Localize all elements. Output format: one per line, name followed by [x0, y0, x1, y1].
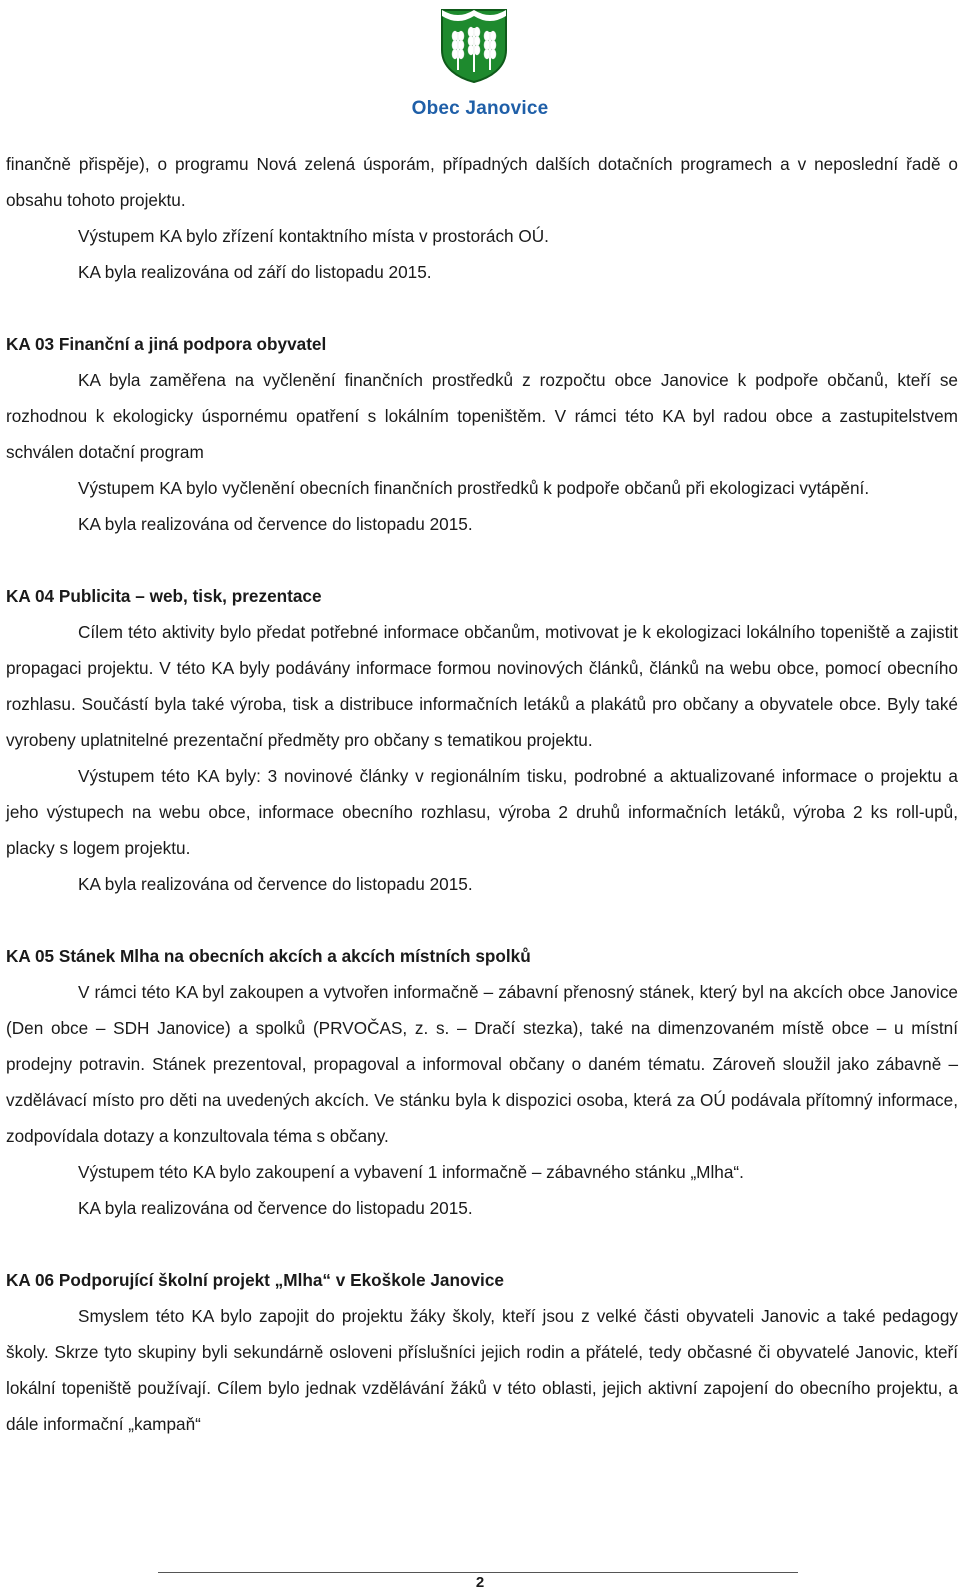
section-paragraph: Výstupem KA bylo vyčlenění obecních finančních prostředků k podpoře občanů při ekologizaci vytápění.	[78, 478, 870, 498]
intro-output-paragraph: Výstupem KA bylo zřízení kontaktního místa v prostorách OÚ.	[78, 226, 549, 246]
intro-paragraph-continuation: finančně přispěje), o programu Nová zelená úsporám, případných dalších dotačních programech a v neposlední řadě o obsahu tohoto projektu.	[6, 154, 958, 210]
section-heading: KA 06 Podporující školní projekt „Mlha“ v Ekoškole Janovice	[6, 1270, 504, 1290]
section-paragraph: Výstupem této KA byly: 3 novinové články v regionálním tisku, podrobné a aktualizované informace o projektu a jeho výstupech na webu obce, informace obecního rozhlasu, výroba 2 druhů informačních letáků, výroba 2 ks roll-upů, placky s logem projektu.	[6, 766, 958, 858]
page-header	[0, 0, 960, 130]
section-paragraph: Výstupem této KA bylo zakoupení a vybavení 1 informačně – zábavného stánku „Mlha“.	[78, 1162, 744, 1182]
footer-divider	[158, 1572, 798, 1573]
section-ka03	[6, 326, 958, 542]
section-paragraph: KA byla realizována od července do listopadu 2015.	[78, 514, 473, 534]
section-heading: KA 04 Publicita – web, tisk, prezentace	[6, 586, 322, 606]
organization-name: Obec Janovice	[411, 98, 549, 119]
section-paragraph: KA byla realizována od července do listopadu 2015.	[78, 874, 473, 894]
document-body	[6, 146, 958, 1442]
intro-period-paragraph: KA byla realizována od září do listopadu 2015.	[78, 262, 432, 282]
section-paragraph: Smyslem této KA bylo zapojit do projektu žáky školy, kteří jsou z velké části obyvateli Janovic a také pedagogy školy. Skrze tyto skupiny byli sekundárně osloveni příslušníci jejich rodin a přátelé, tedy občasné či obyvatelé Janovic, kteří lokální topeniště používají. Cílem bylo jednak vzdělávání žáků v této oblasti, jejich aktivní zapojení do obecního projektu, a dále informační „kampaň“	[6, 1306, 958, 1434]
section-paragraph: V rámci této KA byl zakoupen a vytvořen informačně – zábavní přenosný stánek, který byl na akcích obce Janovice (Den obce – SDH Janovice) a spolků (PRVOČAS, z. s. – Dračí stezka), také na dimenzovaném místě obce – u místní prodejny potravin. Stánek prezentoval, propagoval a informoval občany o daném tématu. Zároveň sloužil jako zábavně – vzdělávací místo pro děti na uvedených akcích. Ve stánku byla k dispozici osoba, která za OÚ podávala přítomný informace, zodpovídala dotazy a konzultovala téma s občany.	[6, 982, 958, 1146]
section-paragraph: Cílem této aktivity bylo předat potřebné informace občanům, motivovat je k ekologizaci lokálního topeniště a zajistit propagaci projektu. V této KA byly podávány informace formou novinových článků, článků na webu obce, pomocí obecního rozhlasu. Součástí byla také výroba, tisk a distribuce informačních letáků a plakátů pro občany a obyvatele obce. Byly také vyrobeny uplatnitelné prezentační předměty pro občany s tematikou projektu.	[6, 622, 958, 750]
section-ka04	[6, 578, 958, 902]
section-ka05	[6, 938, 958, 1226]
section-paragraph: KA byla zaměřena na vyčlenění finančních prostředků z rozpočtu obce Janovice k podpoře občanů, kteří se rozhodnou k ekologicky úspornému opatření s lokálním topeništěm. V rámci této KA byl radou obce a zastupitelstvem schválen dotační program	[6, 370, 958, 462]
page-number: 2	[475, 1574, 485, 1591]
section-heading: KA 03 Finanční a jiná podpora obyvatel	[6, 334, 327, 354]
municipal-coat-of-arms-icon	[438, 6, 510, 84]
section-ka06	[6, 1262, 958, 1442]
section-heading: KA 05 Stánek Mlha na obecních akcích a akcích místních spolků	[6, 946, 531, 966]
section-paragraph: KA byla realizována od července do listopadu 2015.	[78, 1198, 473, 1218]
